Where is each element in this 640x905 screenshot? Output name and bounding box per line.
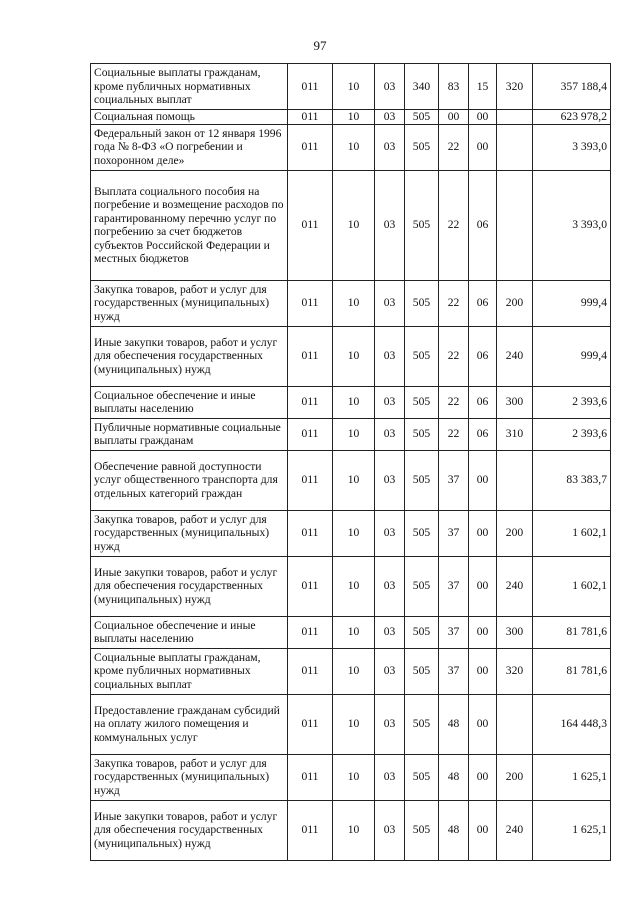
row-amount: 3 393,0	[533, 170, 611, 280]
table-row	[91, 694, 611, 754]
ministry-code: 011	[288, 450, 333, 510]
row-amount: 2 393,6	[533, 386, 611, 418]
target-article-part-2: 22	[439, 124, 469, 170]
section-code: 10	[333, 616, 375, 648]
row-description: Выплата социального пособия на погребение и возмещение расходов по гарантированному перечню услуг по погребению за счет бюджетов субъектов Российской Федерации и местных бюджетов	[91, 170, 288, 280]
row-amount: 1 625,1	[533, 754, 611, 800]
target-article-part-3: 06	[469, 170, 497, 280]
target-article-part-2: 22	[439, 280, 469, 326]
target-article-part-2: 22	[439, 386, 469, 418]
ministry-code: 011	[288, 110, 333, 125]
section-code: 10	[333, 754, 375, 800]
table-row	[91, 754, 611, 800]
table-row	[91, 170, 611, 280]
target-article-part-2: 48	[439, 800, 469, 860]
target-article-part-1: 505	[405, 694, 439, 754]
row-description: Иные закупки товаров, работ и услуг для обеспечения государственных (муниципальных) нужд	[91, 556, 288, 616]
row-amount: 81 781,6	[533, 648, 611, 694]
subsection-code: 03	[375, 754, 405, 800]
row-amount: 1 602,1	[533, 556, 611, 616]
expense-type-code: 200	[497, 280, 533, 326]
expense-type-code: 200	[497, 510, 533, 556]
expense-type-code: 320	[497, 64, 533, 110]
page-number: 97	[313, 38, 327, 53]
subsection-code: 03	[375, 110, 405, 125]
subsection-code: 03	[375, 510, 405, 556]
section-code: 10	[333, 110, 375, 125]
ministry-code: 011	[288, 124, 333, 170]
row-amount: 1 625,1	[533, 800, 611, 860]
ministry-code: 011	[288, 280, 333, 326]
subsection-code: 03	[375, 616, 405, 648]
section-code: 10	[333, 648, 375, 694]
target-article-part-1: 505	[405, 648, 439, 694]
table-row	[91, 110, 611, 125]
row-amount: 2 393,6	[533, 418, 611, 450]
target-article-part-2: 37	[439, 556, 469, 616]
row-amount: 357 188,4	[533, 64, 611, 110]
expense-type-code: 240	[497, 800, 533, 860]
section-code: 10	[333, 418, 375, 450]
target-article-part-3: 06	[469, 386, 497, 418]
expense-type-code	[497, 450, 533, 510]
target-article-part-2: 22	[439, 170, 469, 280]
row-amount: 3 393,0	[533, 124, 611, 170]
target-article-part-1: 340	[405, 64, 439, 110]
row-amount: 164 448,3	[533, 694, 611, 754]
table-row	[91, 800, 611, 860]
target-article-part-2: 37	[439, 616, 469, 648]
target-article-part-1: 505	[405, 616, 439, 648]
target-article-part-1: 505	[405, 124, 439, 170]
subsection-code: 03	[375, 124, 405, 170]
row-amount: 1 602,1	[533, 510, 611, 556]
target-article-part-3: 00	[469, 110, 497, 125]
ministry-code: 011	[288, 648, 333, 694]
ministry-code: 011	[288, 694, 333, 754]
row-description: Закупка товаров, работ и услуг для государственных (муниципальных) нужд	[91, 510, 288, 556]
row-description: Закупка товаров, работ и услуг для государственных (муниципальных) нужд	[91, 280, 288, 326]
section-code: 10	[333, 450, 375, 510]
row-description: Социальные выплаты гражданам, кроме публичных нормативных социальных выплат	[91, 64, 288, 110]
target-article-part-3: 00	[469, 800, 497, 860]
target-article-part-3: 15	[469, 64, 497, 110]
subsection-code: 03	[375, 64, 405, 110]
row-amount: 623 978,2	[533, 110, 611, 125]
target-article-part-3: 00	[469, 648, 497, 694]
expense-type-code: 300	[497, 616, 533, 648]
target-article-part-3: 00	[469, 556, 497, 616]
target-article-part-1: 505	[405, 510, 439, 556]
ministry-code: 011	[288, 170, 333, 280]
row-description: Обеспечение равной доступности услуг общественного транспорта для отдельных категорий граждан	[91, 450, 288, 510]
subsection-code: 03	[375, 648, 405, 694]
row-description: Иные закупки товаров, работ и услуг для обеспечения государственных (муниципальных) нужд	[91, 326, 288, 386]
ministry-code: 011	[288, 556, 333, 616]
row-amount: 81 781,6	[533, 616, 611, 648]
target-article-part-1: 505	[405, 280, 439, 326]
target-article-part-3: 06	[469, 418, 497, 450]
table-row	[91, 510, 611, 556]
expense-type-code	[497, 124, 533, 170]
subsection-code: 03	[375, 800, 405, 860]
target-article-part-1: 505	[405, 556, 439, 616]
target-article-part-3: 00	[469, 694, 497, 754]
subsection-code: 03	[375, 450, 405, 510]
section-code: 10	[333, 800, 375, 860]
table-row	[91, 556, 611, 616]
row-description: Социальная помощь	[91, 110, 288, 125]
subsection-code: 03	[375, 280, 405, 326]
expense-type-code	[497, 170, 533, 280]
expense-type-code	[497, 694, 533, 754]
target-article-part-2: 00	[439, 110, 469, 125]
table-row	[91, 450, 611, 510]
row-description: Предоставление гражданам субсидий на оплату жилого помещения и коммунальных услуг	[91, 694, 288, 754]
subsection-code: 03	[375, 386, 405, 418]
target-article-part-2: 37	[439, 648, 469, 694]
table-row	[91, 648, 611, 694]
row-amount: 83 383,7	[533, 450, 611, 510]
target-article-part-1: 505	[405, 170, 439, 280]
section-code: 10	[333, 280, 375, 326]
target-article-part-1: 505	[405, 326, 439, 386]
target-article-part-1: 505	[405, 386, 439, 418]
table-row	[91, 124, 611, 170]
section-code: 10	[333, 510, 375, 556]
section-code: 10	[333, 694, 375, 754]
expense-type-code: 200	[497, 754, 533, 800]
row-amount: 999,4	[533, 326, 611, 386]
table-row	[91, 418, 611, 450]
table-row	[91, 326, 611, 386]
row-description: Закупка товаров, работ и услуг для государственных (муниципальных) нужд	[91, 754, 288, 800]
target-article-part-2: 48	[439, 694, 469, 754]
target-article-part-2: 22	[439, 418, 469, 450]
section-code: 10	[333, 170, 375, 280]
subsection-code: 03	[375, 170, 405, 280]
subsection-code: 03	[375, 556, 405, 616]
subsection-code: 03	[375, 418, 405, 450]
section-code: 10	[333, 556, 375, 616]
section-code: 10	[333, 64, 375, 110]
ministry-code: 011	[288, 386, 333, 418]
target-article-part-3: 06	[469, 280, 497, 326]
target-article-part-3: 00	[469, 616, 497, 648]
row-description: Социальные выплаты гражданам, кроме публичных нормативных социальных выплат	[91, 648, 288, 694]
table-row	[91, 64, 611, 110]
ministry-code: 011	[288, 616, 333, 648]
target-article-part-3: 00	[469, 754, 497, 800]
expense-type-code: 240	[497, 556, 533, 616]
target-article-part-2: 48	[439, 754, 469, 800]
ministry-code: 011	[288, 800, 333, 860]
target-article-part-1: 505	[405, 800, 439, 860]
row-description: Иные закупки товаров, работ и услуг для обеспечения государственных (муниципальных) нужд	[91, 800, 288, 860]
target-article-part-2: 37	[439, 510, 469, 556]
target-article-part-1: 505	[405, 110, 439, 125]
subsection-code: 03	[375, 326, 405, 386]
table-row	[91, 616, 611, 648]
target-article-part-1: 505	[405, 754, 439, 800]
expense-type-code: 310	[497, 418, 533, 450]
ministry-code: 011	[288, 510, 333, 556]
ministry-code: 011	[288, 326, 333, 386]
section-code: 10	[333, 326, 375, 386]
target-article-part-3: 06	[469, 326, 497, 386]
ministry-code: 011	[288, 418, 333, 450]
row-description: Федеральный закон от 12 января 1996 года № 8-ФЗ «О погребении и похоронном деле»	[91, 124, 288, 170]
target-article-part-3: 00	[469, 124, 497, 170]
expense-type-code: 300	[497, 386, 533, 418]
target-article-part-3: 00	[469, 450, 497, 510]
expense-type-code: 240	[497, 326, 533, 386]
target-article-part-1: 505	[405, 450, 439, 510]
subsection-code: 03	[375, 694, 405, 754]
target-article-part-3: 00	[469, 510, 497, 556]
row-description: Публичные нормативные социальные выплаты гражданам	[91, 418, 288, 450]
budget-table	[90, 63, 611, 861]
table-row	[91, 280, 611, 326]
row-amount: 999,4	[533, 280, 611, 326]
target-article-part-2: 83	[439, 64, 469, 110]
table-row	[91, 386, 611, 418]
ministry-code: 011	[288, 64, 333, 110]
expense-type-code: 320	[497, 648, 533, 694]
ministry-code: 011	[288, 754, 333, 800]
row-description: Социальное обеспечение и иные выплаты населению	[91, 386, 288, 418]
section-code: 10	[333, 124, 375, 170]
expense-type-code	[497, 110, 533, 125]
target-article-part-2: 37	[439, 450, 469, 510]
section-code: 10	[333, 386, 375, 418]
target-article-part-1: 505	[405, 418, 439, 450]
target-article-part-2: 22	[439, 326, 469, 386]
row-description: Социальное обеспечение и иные выплаты населению	[91, 616, 288, 648]
